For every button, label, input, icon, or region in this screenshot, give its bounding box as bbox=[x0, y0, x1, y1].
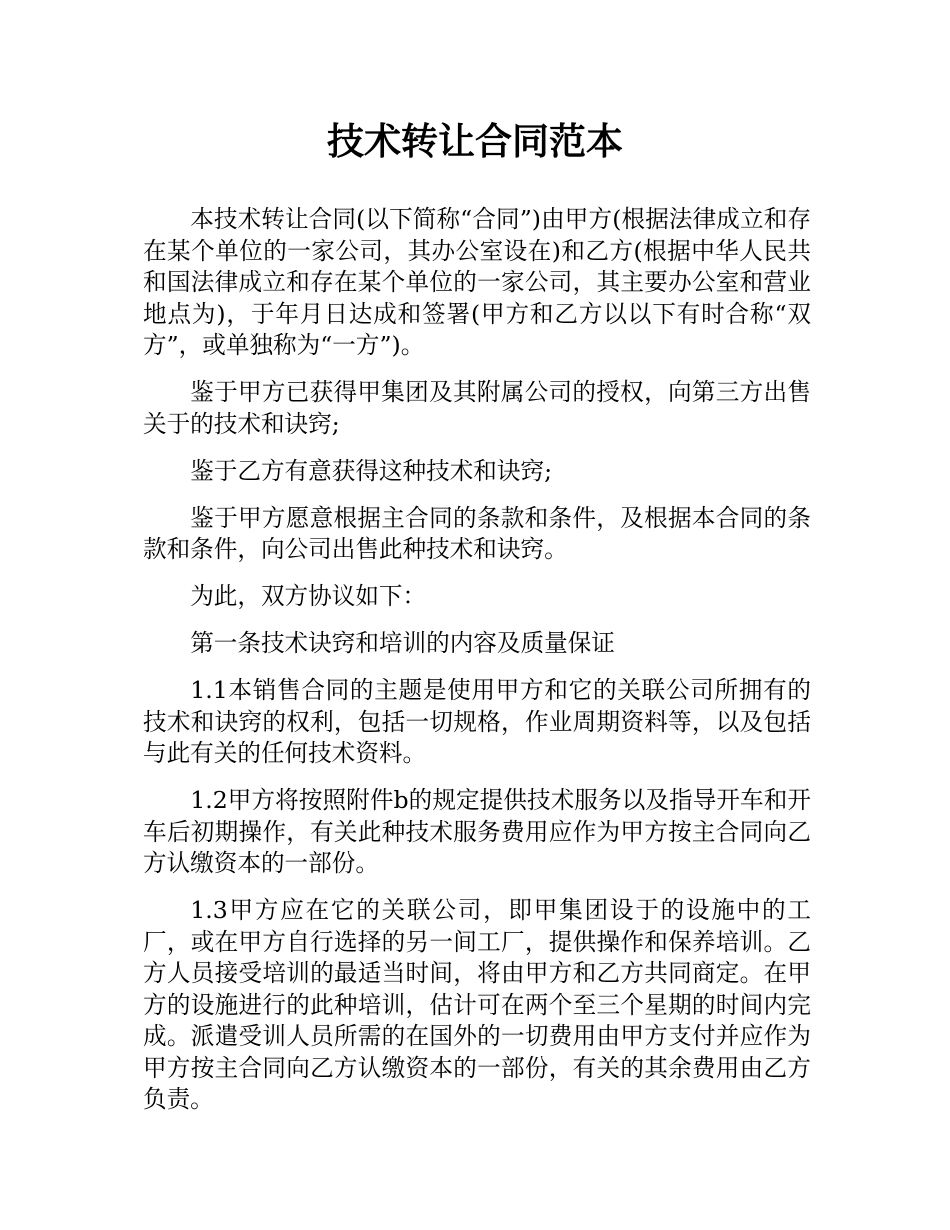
paragraph-whereas-2: 鉴于乙方有意获得这种技术和诀窍; bbox=[190, 456, 553, 485]
document-body bbox=[143, 204, 811, 1131]
paragraph-agreement: 为此，双方协议如下： bbox=[190, 582, 427, 610]
page-title: 技术转让合同范本 bbox=[327, 120, 623, 163]
article-1-heading: 第一条技术诀窍和培训的内容及质量保证 bbox=[190, 629, 615, 657]
clause-1-1: 1.1本销售合同的主题是使用甲方和它的关联公司所拥有的技术和诀窍的权利，包括一切规格，作业周期资料等，以及包括与此有关的任何技术资料。 bbox=[143, 676, 811, 767]
clause-1-2: 1.2甲方将按照附件b的规定提供技术服务以及指导开车和开车后初期操作，有关此种技术服务费用应作为甲方按主合同向乙方认缴资本的一部份。 bbox=[143, 786, 811, 877]
paragraph-whereas-3: 鉴于甲方愿意根据主合同的条款和条件，及根据本合同的条款和条件，向公司出售此种技术和诀窍。 bbox=[143, 503, 811, 563]
clause-1-3: 1.3甲方应在它的关联公司，即甲集团设于的设施中的工厂，或在甲方自行选择的另一间工厂，提供操作和保养培训。乙方人员接受培训的最适当时间，将由甲方和乙方共同商定。在甲方的设施进行的此种培训，估计可在两个至三个星期的时间内完成。派遣受训人员所需的在国外的一切费用由甲方支付并应作为甲方按主合同向乙方认缴资本的一部份，有关的其余费用由乙方负责。 bbox=[143, 896, 811, 1113]
paragraph-whereas-1: 鉴于甲方已获得甲集团及其附属公司的授权，向第三方出售关于的技术和诀窍; bbox=[143, 378, 811, 438]
paragraph-preamble: 本技术转让合同(以下简称“合同”)由甲方(根据法律成立和存在某个单位的一家公司，其办公室设在)和乙方(根据中华人民共和国法律成立和存在某个单位的一家公司，其主要办公室和营业地点为)，于年月日达成和签署(甲方和乙方以以下有时合称“双方”，或单独称为“一方”)。 bbox=[143, 205, 811, 359]
